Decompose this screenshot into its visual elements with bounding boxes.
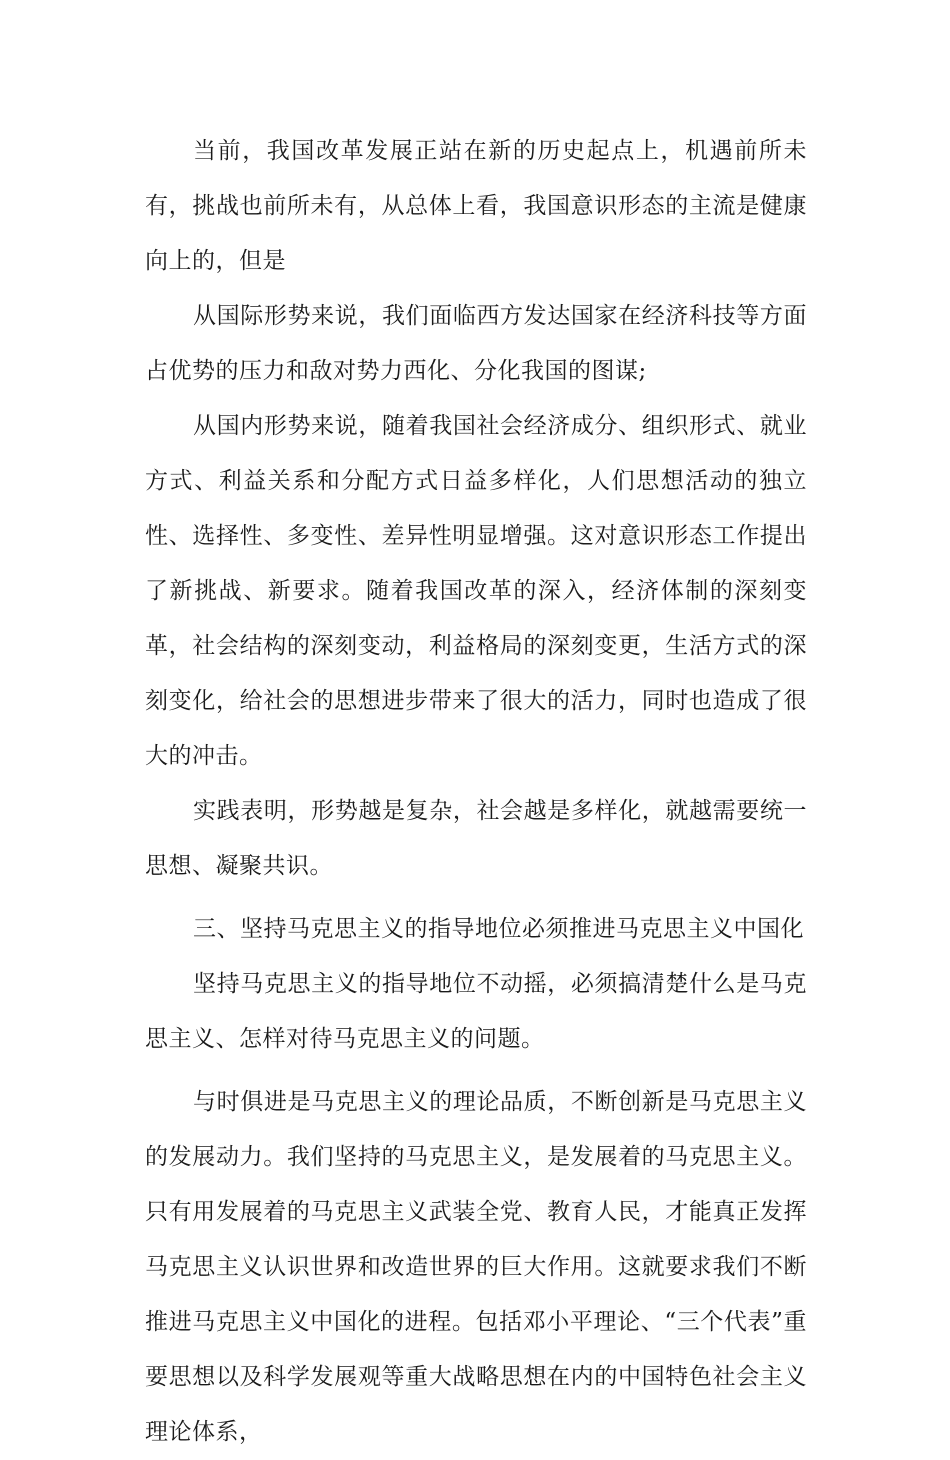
section-heading-three: 三、坚持马克思主义的指导地位必须推进马克思主义中国化 [193, 916, 804, 942]
document-page [145, 124, 807, 1460]
paragraph-theoretical-quality: 与时俱进是马克思主义的理论品质，不断创新是马克思主义的发展动力。我们坚持的马克思主义，是发展着的马克思主义。只有用发展着的马克思主义武装全党、教育人民，才能真正发挥马克思主义认识世界和改造世界的巨大作用。这就要求我们不断推进马克思主义中国化的进程。包括邓小平理论、“三个代表”重要思想以及科学发展观等重大战略思想在内的中国特色社会主义理论体系， [145, 1089, 807, 1445]
paragraph-international-situation: 从国际形势来说，我们面临西方发达国家在经济科技等方面占优势的压力和敌对势力西化、分化我国的图谋; [145, 303, 807, 384]
paragraph-current-situation: 当前，我国改革发展正站在新的历史起点上，机遇前所未有，挑战也前所未有，从总体上看，我国意识形态的主流是健康向上的，但是 [145, 138, 807, 274]
paragraph-guiding-position: 坚持马克思主义的指导地位不动摇，必须搞清楚什么是马克思主义、怎样对待马克思主义的问题。 [145, 971, 807, 1052]
paragraph-practice-shows: 实践表明，形势越是复杂，社会越是多样化，就越需要统一思想、凝聚共识。 [145, 798, 807, 879]
paragraph-domestic-situation: 从国内形势来说，随着我国社会经济成分、组织形式、就业方式、利益关系和分配方式日益多样化，人们思想活动的独立性、选择性、多变性、差异性明显增强。这对意识形态工作提出了新挑战、新要求。随着我国改革的深入，经济体制的深刻变革，社会结构的深刻变动，利益格局的深刻变更，生活方式的深刻变化，给社会的思想进步带来了很大的活力，同时也造成了很大的冲击。 [145, 413, 807, 769]
